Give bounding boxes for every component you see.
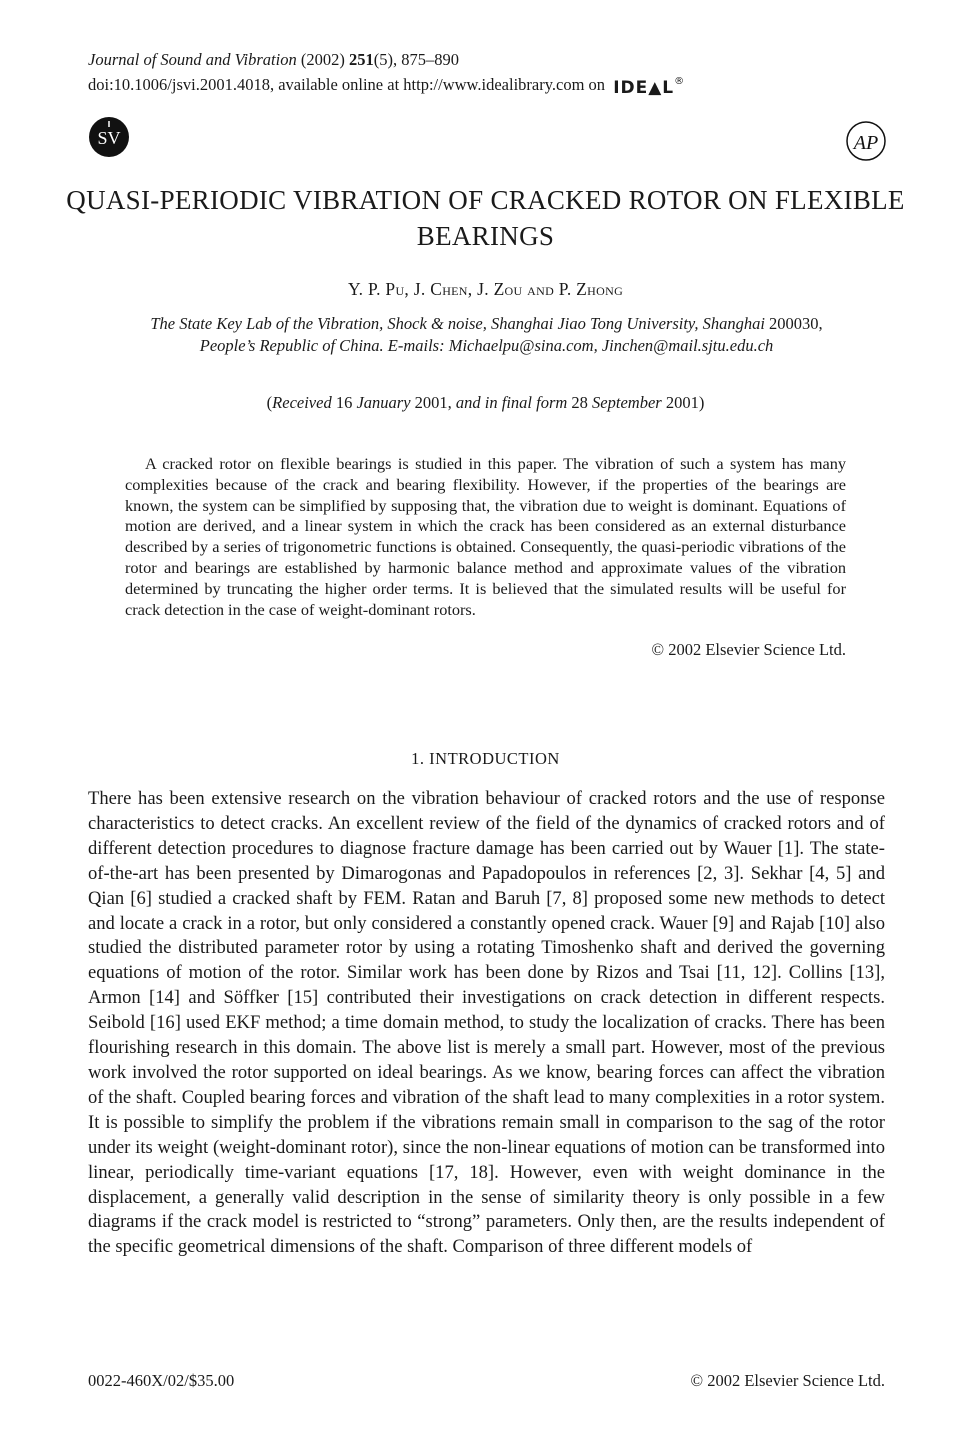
journal-issue-pages: (5), 875–890: [373, 50, 459, 69]
footer-issn-price: 0022-460X/02/$35.00: [88, 1371, 235, 1390]
journal-reference: [88, 49, 685, 99]
doi-text: doi:10.1006/jsvi.2001.4018, available online at http://www.idealibrary.com on: [88, 75, 606, 94]
journal-volume: 251: [348, 50, 374, 69]
footer-copyright: © 2002 Elsevier Science Ltd.: [690, 1371, 885, 1390]
paper-title: QUASI-PERIODIC VIBRATION OF CRACKED ROTOR ON FLEXIBLE BEARINGS: [66, 185, 905, 251]
journal-citation-line: [88, 49, 685, 71]
journal-name: Journal of Sound and Vibration: [88, 50, 297, 69]
abstract-copyright: © 2002 Elsevier Science Ltd.: [651, 640, 846, 659]
abstract: A cracked rotor on flexible bearings is studied in this paper. The vibration of such a system has many complexities because of the crack and bearing flexibility. However, if the properties of the bearings are known, the system can be simplified by supposing that, the vibration due to weight is dominant. Equations of motion are derived, and a linear system in which the crack has been considered as an external disturbance described by a series of trigonometric functions is obtained. Consequently, the quasi-periodic vibrations of the rotor and bearings are established by harmonic balance method and approximate values of the vibration determined by truncating the higher order terms. It is believed that the simulated results will be useful for crack detection in the case of weight-dominant rotors.: [125, 454, 846, 619]
ap-logo-icon: [845, 120, 887, 162]
doi-line: [88, 71, 685, 99]
affiliation-postcode: 200030,: [764, 314, 823, 333]
sv-logo-icon: [88, 116, 130, 158]
ideal-logo: IDE▲L®: [613, 76, 686, 98]
svg-text:SV: SV: [97, 128, 121, 148]
introduction-paragraph: There has been extensive research on the vibration behaviour of cracked rotors and the use of response characteristics to detect cracks. An excellent review of the field of the dynamics of cracked rotors and of different detection procedures to diagnose fracture damage has been carried out by Wauer [1]. The state-of-the-art has been presented by Dimarogonas and Papadopoulos in references [2, 3]. Sekhar [4, 5] and Qian [6] studied a cracked shaft by FEM. Ratan and Baruh [7, 8] proposed some new methods to detect and locate a crack in a rotor, but only considered a constantly opened crack. Wauer [9] and Rajab [10] also studied the distributed parameter rotor by using a rotating Timoshenko shaft and derived the governing equations of motion of the rotor. Similar work has been done by Rizos and Tsai [11, 12]. Collins [13], Armon [14] and Söffker [15] contributed their investigations on crack detection in different respects. Seibold [16] used EKF method; a time domain method, to study the localization of cracks. There has been flourishing research in this domain. The above list is merely a small part. However, most of the previous work involved the rotor supported on ideal bearings. As we know, bearing forces can affect the vibration of the shaft. Coupled bearing forces and vibration of the shaft lead to many complexities in a rotor system. It is possible to simplify the problem if the vibrations remain small in comparison to the sag of the rotor under its weight (weight-dominant rotor), since the non-linear equations of motion can be transformed into linear, periodically time-variant equations [17, 18]. However, even with weight dominance in the displacement, a generally valid description in the sense of similarity theory is only possible in a few diagrams if the crack model is restricted to “strong” parameters. Only then, are the results independent of the specific geometrical dimensions of the shaft. Comparison of three different models of: [88, 788, 885, 1258]
svg-text:AP: AP: [853, 132, 879, 154]
section-heading: 1. INTRODUCTION: [411, 749, 560, 768]
affiliation-line-2: People’s Republic of China. E-mails: Michaelpu@sina.com, Jinchen@mail.sjtu.edu.ch: [199, 336, 774, 355]
journal-year: (2002): [300, 50, 345, 69]
authors: Y. P. Pu, J. Chen, J. Zou and P. Zhong: [347, 279, 624, 299]
affiliation-line-1: The State Key Lab of the Vibration, Shock & noise, Shanghai Jiao Tong University, Shanghai: [150, 314, 765, 333]
received-dates: (Received 16 January 2001, and in final form 28 September 2001): [266, 393, 705, 412]
affiliation: [88, 313, 885, 357]
